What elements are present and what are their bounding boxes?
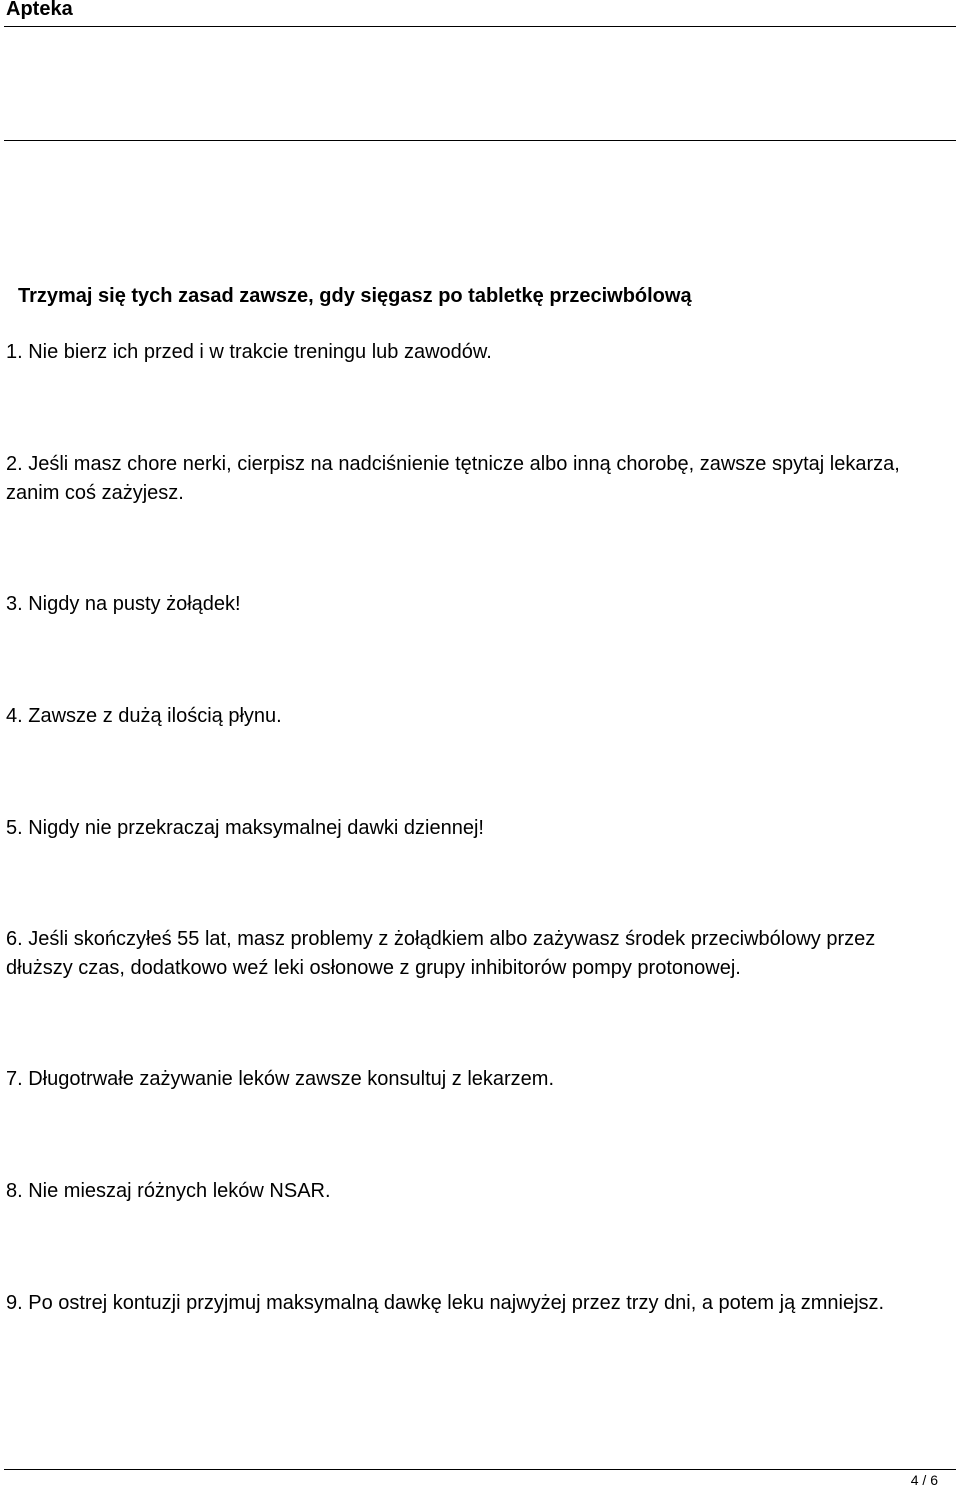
rule-item-7: 7. Długotrwałe zażywanie leków zawsze konsultuj z lekarzem. bbox=[6, 1068, 555, 1090]
rule-item-2: 2. Jeśli masz chore nerki, cierpisz na nadciśnienie tętnicze albo inną chorobę, zawsze spytaj lekarza, zanim coś zażyjesz. bbox=[6, 453, 900, 504]
rules-heading: Trzymaj się tych zasad zawsze, gdy sięgasz po tabletkę przeciwbólową bbox=[18, 285, 692, 307]
rule-item-6: 6. Jeśli skończyłeś 55 lat, masz problemy z żołądkiem albo zażywasz środek przeciwbólowy przez dłuższy czas, dodatkowo weź leki osłonowe z grupy inhibitorów pompy protonowej. bbox=[6, 928, 876, 979]
section-divider bbox=[4, 140, 956, 141]
rule-item-8: 8. Nie mieszaj różnych leków NSAR. bbox=[6, 1180, 331, 1202]
page-number: 4 / 6 bbox=[910, 1472, 938, 1488]
header-divider bbox=[4, 26, 956, 27]
rule-item-1: 1. Nie bierz ich przed i w trakcie treningu lub zawodów. bbox=[6, 341, 492, 363]
page-header-title: Apteka bbox=[6, 0, 73, 20]
rule-item-5: 5. Nigdy nie przekraczaj maksymalnej dawki dziennej! bbox=[6, 817, 484, 839]
rule-item-4: 4. Zawsze z dużą ilością płynu. bbox=[6, 705, 282, 727]
rule-item-9: 9. Po ostrej kontuzji przyjmuj maksymalną dawkę leku najwyżej przez trzy dni, a potem ją zmniejsz. bbox=[6, 1292, 885, 1314]
footer-divider bbox=[4, 1469, 956, 1470]
rule-item-3: 3. Nigdy na pusty żołądek! bbox=[6, 593, 241, 615]
